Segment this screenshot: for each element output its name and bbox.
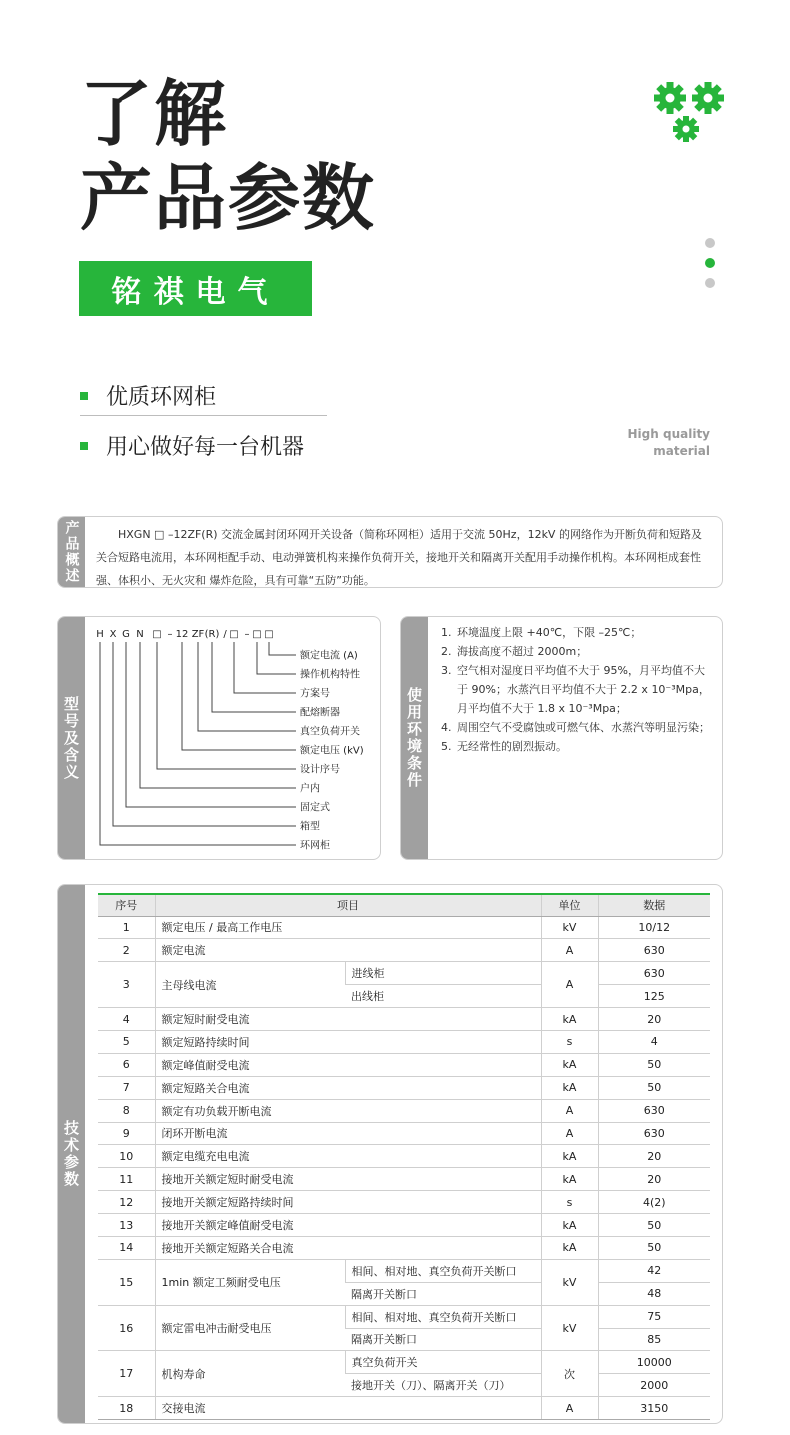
cell-item: 接地开关额定短路关合电流 xyxy=(155,1236,541,1259)
feature-item xyxy=(80,380,216,411)
model-meaning: 箱型 xyxy=(300,821,320,833)
cell-value: 85 xyxy=(598,1328,710,1351)
table-row xyxy=(98,1053,710,1076)
model-code-char: G xyxy=(122,629,130,640)
model-code-char: □ xyxy=(264,629,274,640)
environment-item-text: 周围空气不受腐蚀或可燃气体、水蒸汽等明显污染； xyxy=(457,721,710,734)
model-code-char: (R) xyxy=(204,629,220,640)
cell-value: 42 xyxy=(598,1259,710,1282)
table-row xyxy=(98,1305,710,1328)
environment-item-text: 空气相对湿度日平均值不大于 95%，月平均值不大于 90%；水蒸汽日平均值不大于 2.2 x 10⁻³Mpa，月平均值不大于 1.8 x 10⁻³Mpa； xyxy=(457,664,710,715)
environment-item-number: 4. xyxy=(441,721,452,734)
cell-no: 17 xyxy=(98,1351,155,1397)
cell-sub-item: 隔离开关断口 xyxy=(345,1328,541,1351)
overview-text: HXGN □ –12ZF(R) 交流金属封闭环网开关设备（简称环网柜）适用于交流 50Hz，12kV 的网络作为开断负荷和短路及关合短路电流用，本环网柜配手动、电动弹簧机构来操作负荷开关，接地开关和隔离开关配用手动操作机构。本环网柜成套性强、体积小、无火灾和 爆炸危险，具有可靠“五防”功能。 xyxy=(96,528,702,587)
model-meaning: 设计序号 xyxy=(300,764,340,776)
cell-no: 6 xyxy=(98,1053,155,1076)
environment-item-number: 2. xyxy=(441,645,452,658)
table-header-row xyxy=(98,894,710,916)
divider xyxy=(80,415,327,416)
environment-label: 使用环境条件 xyxy=(401,617,428,859)
cell-item: 接地开关额定短路持续时间 xyxy=(155,1191,541,1214)
header-data: 数据 xyxy=(598,894,710,916)
table-row xyxy=(98,1099,710,1122)
model-code-char: – xyxy=(244,629,250,640)
cell-item: 额定峰值耐受电流 xyxy=(155,1053,541,1076)
model-meaning: 户内 xyxy=(300,783,320,795)
table-row xyxy=(98,1076,710,1099)
cell-no: 10 xyxy=(98,1145,155,1168)
cell-item: 机构寿命 xyxy=(155,1351,345,1397)
model-meaning: 真空负荷开关 xyxy=(300,726,360,738)
cell-sub-item: 真空负荷开关 xyxy=(345,1351,541,1374)
model-label: 型号及含义 xyxy=(58,617,85,859)
cell-value: 10000 xyxy=(598,1351,710,1374)
table-row xyxy=(98,1351,710,1374)
spec-table xyxy=(98,893,710,1420)
environment-item xyxy=(441,718,714,737)
environment-item xyxy=(441,642,714,661)
cell-unit: s xyxy=(541,1030,598,1053)
cell-item: 主母线电流 xyxy=(155,962,345,1008)
environment-item-number: 1. xyxy=(441,626,452,639)
cell-unit: 次 xyxy=(541,1351,598,1397)
cell-no: 8 xyxy=(98,1099,155,1122)
table-row xyxy=(98,1030,710,1053)
table-row xyxy=(98,916,710,939)
model-code-char: / xyxy=(223,629,227,640)
cell-item: 闭环开断电流 xyxy=(155,1122,541,1145)
environment-item-text: 无经常性的剧烈振动。 xyxy=(457,740,567,753)
cell-no: 1 xyxy=(98,916,155,939)
bullet-square-icon xyxy=(80,442,88,450)
hero-title-line2: 产品参数 xyxy=(80,156,377,240)
cell-no: 16 xyxy=(98,1305,155,1351)
cell-no: 13 xyxy=(98,1214,155,1237)
cell-no: 11 xyxy=(98,1168,155,1191)
model-code-char: ZF xyxy=(191,629,205,640)
table-row xyxy=(98,939,710,962)
cell-value: 50 xyxy=(598,1236,710,1259)
cell-no: 14 xyxy=(98,1236,155,1259)
cell-unit: kA xyxy=(541,1168,598,1191)
cell-value: 630 xyxy=(598,1099,710,1122)
cell-sub-item: 出线柜 xyxy=(345,985,541,1008)
brand-badge: 铭祺电气 xyxy=(79,261,312,316)
model-leader-line xyxy=(126,642,296,807)
environment-item xyxy=(441,737,714,756)
model-code-char: 12 xyxy=(175,629,189,640)
cell-no: 15 xyxy=(98,1259,155,1305)
cell-unit: kA xyxy=(541,1236,598,1259)
cell-sub-item: 相间、相对地、真空负荷开关断口 xyxy=(345,1259,541,1282)
cell-value: 630 xyxy=(598,1122,710,1145)
cell-no: 4 xyxy=(98,1008,155,1031)
model-code-char: □ xyxy=(152,629,162,640)
model-leader-line xyxy=(234,642,296,693)
feature-text: 用心做好每一台机器 xyxy=(106,435,305,460)
cell-item: 额定电流 xyxy=(155,939,541,962)
model-meaning: 环网柜 xyxy=(300,840,330,852)
cell-unit: kA xyxy=(541,1053,598,1076)
environment-item xyxy=(441,661,714,718)
cell-no: 5 xyxy=(98,1030,155,1053)
cell-sub-item: 进线柜 xyxy=(345,962,541,985)
table-row xyxy=(98,1259,710,1282)
page-dot[interactable] xyxy=(705,238,715,248)
cell-no: 3 xyxy=(98,962,155,1008)
cell-value: 20 xyxy=(598,1008,710,1031)
table-row xyxy=(98,1191,710,1214)
cell-item: 接地开关额定短时耐受电流 xyxy=(155,1168,541,1191)
cell-value: 10/12 xyxy=(598,916,710,939)
cell-value: 75 xyxy=(598,1305,710,1328)
cell-unit: A xyxy=(541,1122,598,1145)
bullet-square-icon xyxy=(80,392,88,400)
table-row xyxy=(98,1397,710,1420)
cell-value: 48 xyxy=(598,1282,710,1305)
cell-value: 4 xyxy=(598,1030,710,1053)
cell-item: 接地开关额定峰值耐受电流 xyxy=(155,1214,541,1237)
cell-unit: A xyxy=(541,1099,598,1122)
model-meaning: 额定电流 (A) xyxy=(300,650,358,662)
cell-unit: kV xyxy=(541,916,598,939)
header-no: 序号 xyxy=(98,894,155,916)
page-dot[interactable] xyxy=(705,278,715,288)
model-code-char: □ xyxy=(252,629,262,640)
cell-no: 2 xyxy=(98,939,155,962)
model-code-char: X xyxy=(109,629,117,640)
overview-label: 产品概述 xyxy=(58,517,85,587)
cell-unit: kA xyxy=(541,1008,598,1031)
model-meaning: 配熔断器 xyxy=(300,707,340,719)
cell-value: 50 xyxy=(598,1076,710,1099)
cell-unit: A xyxy=(541,939,598,962)
model-leader-line xyxy=(269,642,296,655)
cell-value: 2000 xyxy=(598,1374,710,1397)
cell-value: 630 xyxy=(598,962,710,985)
page-indicator xyxy=(705,238,715,298)
cell-unit: kA xyxy=(541,1214,598,1237)
model-code-char: N xyxy=(136,629,144,640)
cell-no: 12 xyxy=(98,1191,155,1214)
environment-item-number: 5. xyxy=(441,740,452,753)
cell-item: 额定短路关合电流 xyxy=(155,1076,541,1099)
model-meaning: 方案号 xyxy=(300,688,330,700)
model-leader-line xyxy=(140,642,296,788)
cell-value: 630 xyxy=(598,939,710,962)
cell-unit: A xyxy=(541,1397,598,1420)
header-unit: 单位 xyxy=(541,894,598,916)
model-leader-line xyxy=(212,642,296,712)
cell-item: 额定雷电冲击耐受电压 xyxy=(155,1305,345,1351)
cell-unit: kV xyxy=(541,1305,598,1351)
cell-item: 1min 额定工频耐受电压 xyxy=(155,1259,345,1305)
feature-item xyxy=(80,430,304,461)
cell-no: 9 xyxy=(98,1122,155,1145)
hero-title-line1: 了解 xyxy=(80,72,229,156)
cell-item: 交接电流 xyxy=(155,1397,541,1420)
gears-icon xyxy=(650,78,730,146)
model-code-char: □ xyxy=(229,629,239,640)
table-row xyxy=(98,1008,710,1031)
model-code-char: H xyxy=(96,629,104,640)
tagline-line2: material xyxy=(653,444,710,458)
environment-item-text: 海拔高度不超过 2000m； xyxy=(457,645,588,658)
model-meaning: 操作机构特性 xyxy=(300,669,360,681)
cell-unit: kA xyxy=(541,1076,598,1099)
model-code-char: – xyxy=(167,629,173,640)
cell-sub-item: 隔离开关断口 xyxy=(345,1282,541,1305)
tech-panel xyxy=(57,884,723,1424)
table-row xyxy=(98,1236,710,1259)
environment-item-number: 3. xyxy=(441,664,452,677)
model-meaning: 固定式 xyxy=(300,802,330,814)
cell-value: 20 xyxy=(598,1145,710,1168)
page-dot-active[interactable] xyxy=(705,258,715,268)
cell-item: 额定电缆充电电流 xyxy=(155,1145,541,1168)
cell-no: 7 xyxy=(98,1076,155,1099)
cell-value: 50 xyxy=(598,1214,710,1237)
cell-unit: kA xyxy=(541,1145,598,1168)
cell-unit: A xyxy=(541,962,598,1008)
cell-value: 20 xyxy=(598,1168,710,1191)
environment-item-text: 环境温度上限 +40℃，下限 –25℃； xyxy=(457,626,642,639)
model-leader-line xyxy=(182,642,296,750)
cell-item: 额定电压 / 最高工作电压 xyxy=(155,916,541,939)
cell-value: 4(2) xyxy=(598,1191,710,1214)
tagline-line1: High quality xyxy=(627,427,710,441)
table-row xyxy=(98,1145,710,1168)
environment-panel xyxy=(400,616,723,860)
cell-sub-item: 接地开关（刀）、隔离开关（刀） xyxy=(345,1374,541,1397)
cell-value: 3150 xyxy=(598,1397,710,1420)
overview-panel xyxy=(57,516,723,588)
model-leader-line xyxy=(257,642,296,674)
header-item: 项目 xyxy=(155,894,541,916)
model-meaning: 额定电压 (kV) xyxy=(300,745,364,757)
environment-item xyxy=(441,623,714,642)
table-row xyxy=(98,1168,710,1191)
feature-text: 优质环网柜 xyxy=(106,385,217,410)
environment-list xyxy=(441,623,714,756)
cell-item: 额定有功负载开断电流 xyxy=(155,1099,541,1122)
table-row xyxy=(98,962,710,985)
model-panel xyxy=(57,616,381,860)
table-row xyxy=(98,1122,710,1145)
cell-sub-item: 相间、相对地、真空负荷开关断口 xyxy=(345,1305,541,1328)
cell-value: 125 xyxy=(598,985,710,1008)
cell-unit: kV xyxy=(541,1259,598,1305)
tech-label: 技术参数 xyxy=(58,885,85,1423)
cell-no: 18 xyxy=(98,1397,155,1420)
cell-item: 额定短路持续时间 xyxy=(155,1030,541,1053)
tagline xyxy=(628,426,710,460)
table-row xyxy=(98,1214,710,1237)
cell-value: 50 xyxy=(598,1053,710,1076)
cell-item: 额定短时耐受电流 xyxy=(155,1008,541,1031)
cell-unit: s xyxy=(541,1191,598,1214)
